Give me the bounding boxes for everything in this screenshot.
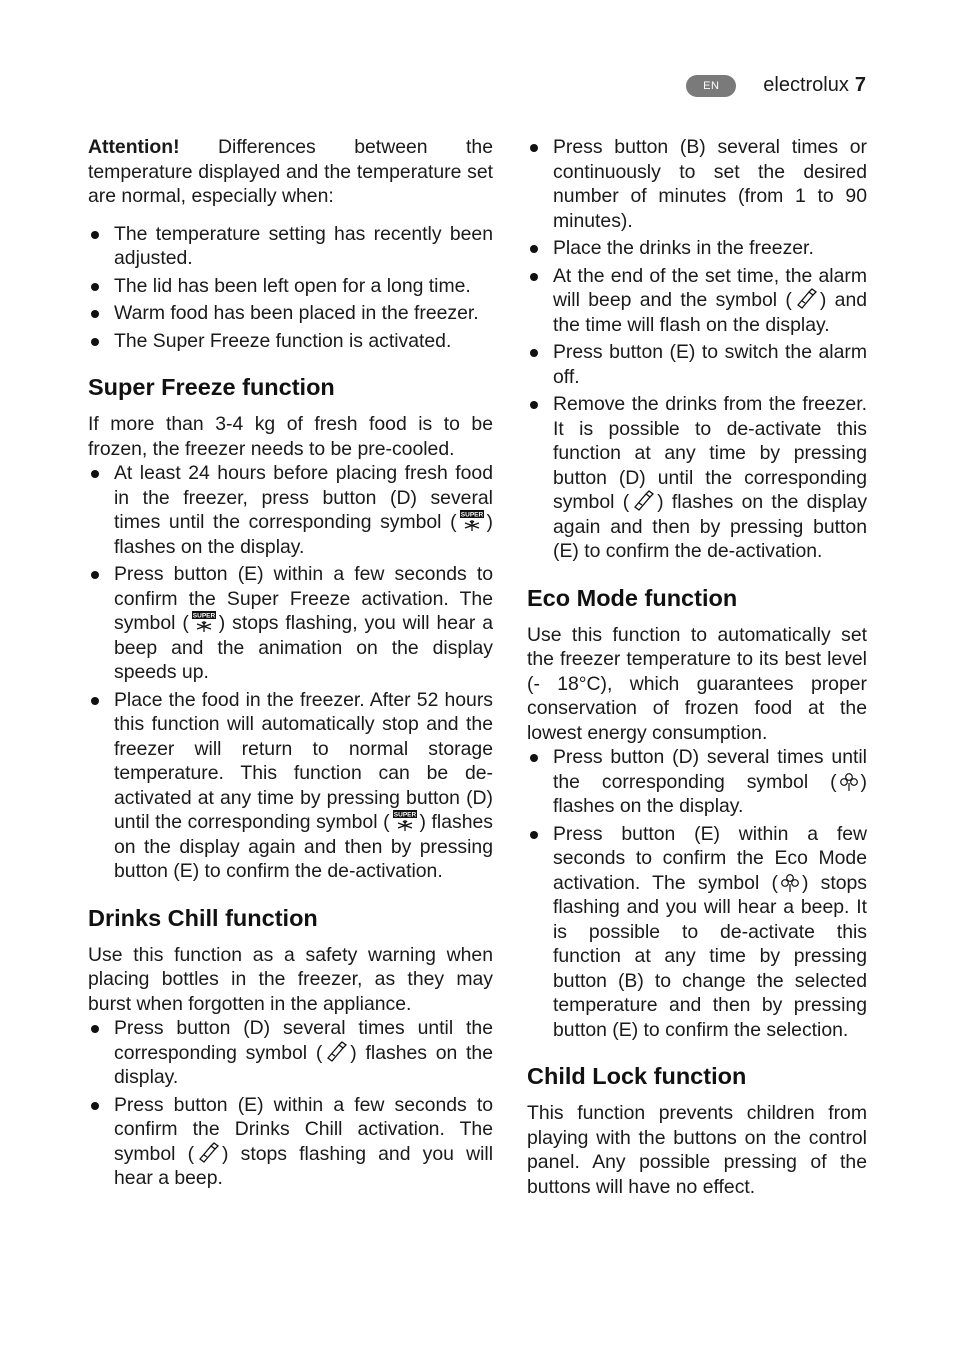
- page-header: [686, 74, 866, 97]
- right-column: [527, 135, 867, 1199]
- item-text: ) and the time will flash on the display.: [553, 289, 868, 336]
- eco-mode-list: [527, 745, 867, 1042]
- list-item: Press button (E) to switch the alarm off.: [527, 340, 867, 389]
- list-item: Place the drinks in the freezer.: [527, 236, 867, 261]
- item-text: Press button (D) several times until the corresponding symbol (: [553, 746, 867, 793]
- svg-text:SUPER: SUPER: [393, 811, 416, 819]
- list-item: The Super Freeze function is activated.: [88, 329, 493, 354]
- list-item: [527, 822, 867, 1043]
- list-item: [88, 1093, 493, 1191]
- super-freeze-icon: [392, 810, 418, 832]
- item-text: At least 24 hours before placing fresh food in the freezer, press button (D) several times until the corresponding symbol (: [114, 462, 493, 533]
- super-freeze-list: [88, 461, 493, 884]
- item-text: ) flashes on the display.: [114, 1041, 493, 1088]
- brand-name: electrolux: [763, 74, 849, 96]
- drinks-chill-icon: [631, 490, 655, 512]
- list-item: Warm food has been placed in the freezer.: [88, 301, 493, 326]
- attention-label: Attention!: [88, 136, 180, 158]
- item-text: ) flashes on the display again and then by pressing button (E) to confirm the de-activation.: [114, 811, 493, 882]
- drinks-chill-icon: [196, 1142, 220, 1164]
- left-column: [88, 135, 493, 1194]
- item-text: ) stops flashing and you will hear a beep.: [114, 1142, 494, 1189]
- list-item: [527, 264, 867, 338]
- list-item: [88, 461, 493, 559]
- list-item: [527, 392, 867, 564]
- super-freeze-icon: [459, 510, 485, 532]
- item-text: ) stops flashing, you will hear a beep and the animation on the display speeds up.: [114, 612, 493, 683]
- item-text: Press button (D) several times until the corresponding symbol (: [114, 1017, 493, 1064]
- svg-text:SUPER: SUPER: [192, 612, 215, 620]
- eco-mode-heading: Eco Mode function: [527, 584, 738, 611]
- drinks-chill-heading: Drinks Chill function: [88, 904, 318, 931]
- attention-text: Differences between the temperature displayed and the temperature set are normal, especially when:: [88, 136, 493, 207]
- child-lock-heading: Child Lock function: [527, 1063, 747, 1089]
- super-freeze-icon: [191, 611, 217, 633]
- drinks-chill-icon: [794, 288, 818, 310]
- list-item: [527, 745, 867, 819]
- attention-paragraph: [88, 135, 493, 209]
- svg-text:SUPER: SUPER: [460, 511, 483, 519]
- list-item: [88, 562, 493, 685]
- list-item: The lid has been left open for a long time.: [88, 274, 493, 299]
- super-freeze-heading: Super Freeze function: [88, 374, 335, 400]
- list-item: Press button (B) several times or continuously to set the desired number of minutes (from 1 to 90 minutes).: [527, 135, 867, 233]
- eco-mode-icon: [839, 772, 859, 792]
- language-badge: EN: [686, 75, 736, 97]
- item-text: Press button (E) within a few seconds to confirm the Drinks Chill activation. The symbol (: [114, 1093, 493, 1165]
- drinks-chill-list: [88, 1016, 493, 1191]
- super-freeze-intro: If more than 3-4 kg of fresh food is to be frozen, the freezer needs to be pre-cooled.: [88, 413, 493, 460]
- eco-mode-intro: Use this function to automatically set the freezer temperature to its best level (- 18°C), which guarantees proper conservation of frozen food at the lowest energy consumption.: [527, 623, 867, 744]
- list-item: [88, 1016, 493, 1090]
- item-text: Place the food in the freezer. After 52 hours this function will automatically stop and the freezer will return to normal storage temperature. This function can be de-activated at any time by pressing button (D) until the corresponding symbol (: [114, 688, 493, 833]
- list-item: [88, 688, 493, 884]
- eco-mode-icon: [780, 873, 800, 893]
- page-number: 7: [854, 74, 866, 96]
- list-item: The temperature setting has recently been adjusted.: [88, 222, 493, 271]
- item-text: ) stops flashing and you will hear a beep. It is possible to de-activate this function at any time by pressing button (B) to change the selected temperature and then by pressing button (E) to confirm the selection.: [553, 871, 867, 1041]
- item-text: At the end of the set time, the alarm will beep and the symbol (: [553, 264, 867, 311]
- item-text: ) flashes on the display.: [553, 770, 867, 817]
- drinks-chill-icon: [324, 1041, 348, 1063]
- item-text: Press button (E) within a few seconds to confirm the Eco Mode activation. The symbol (: [553, 822, 867, 894]
- drinks-chill-list-continued: [527, 135, 867, 564]
- item-text: Press button (E) within a few seconds to confirm the Super Freeze activation. The symbol (: [114, 563, 493, 634]
- item-text: ) flashes on the display again and then by pressing button (E) to confirm the de-activation.: [553, 491, 868, 562]
- child-lock-text: This function prevents children from playing with the buttons on the control panel. Any possible pressing of the buttons will have no effect.: [527, 1102, 867, 1198]
- attention-list: [88, 222, 493, 354]
- drinks-chill-intro: Use this function as a safety warning when placing bottles in the freezer, as they may burst when forgotten in the appliance.: [88, 943, 493, 1015]
- item-text: ) flashes on the display.: [114, 511, 493, 558]
- item-text: Remove the drinks from the freezer. It is possible to de-activate this function at any time by pressing button (D) until the corresponding symbol (: [553, 393, 867, 513]
